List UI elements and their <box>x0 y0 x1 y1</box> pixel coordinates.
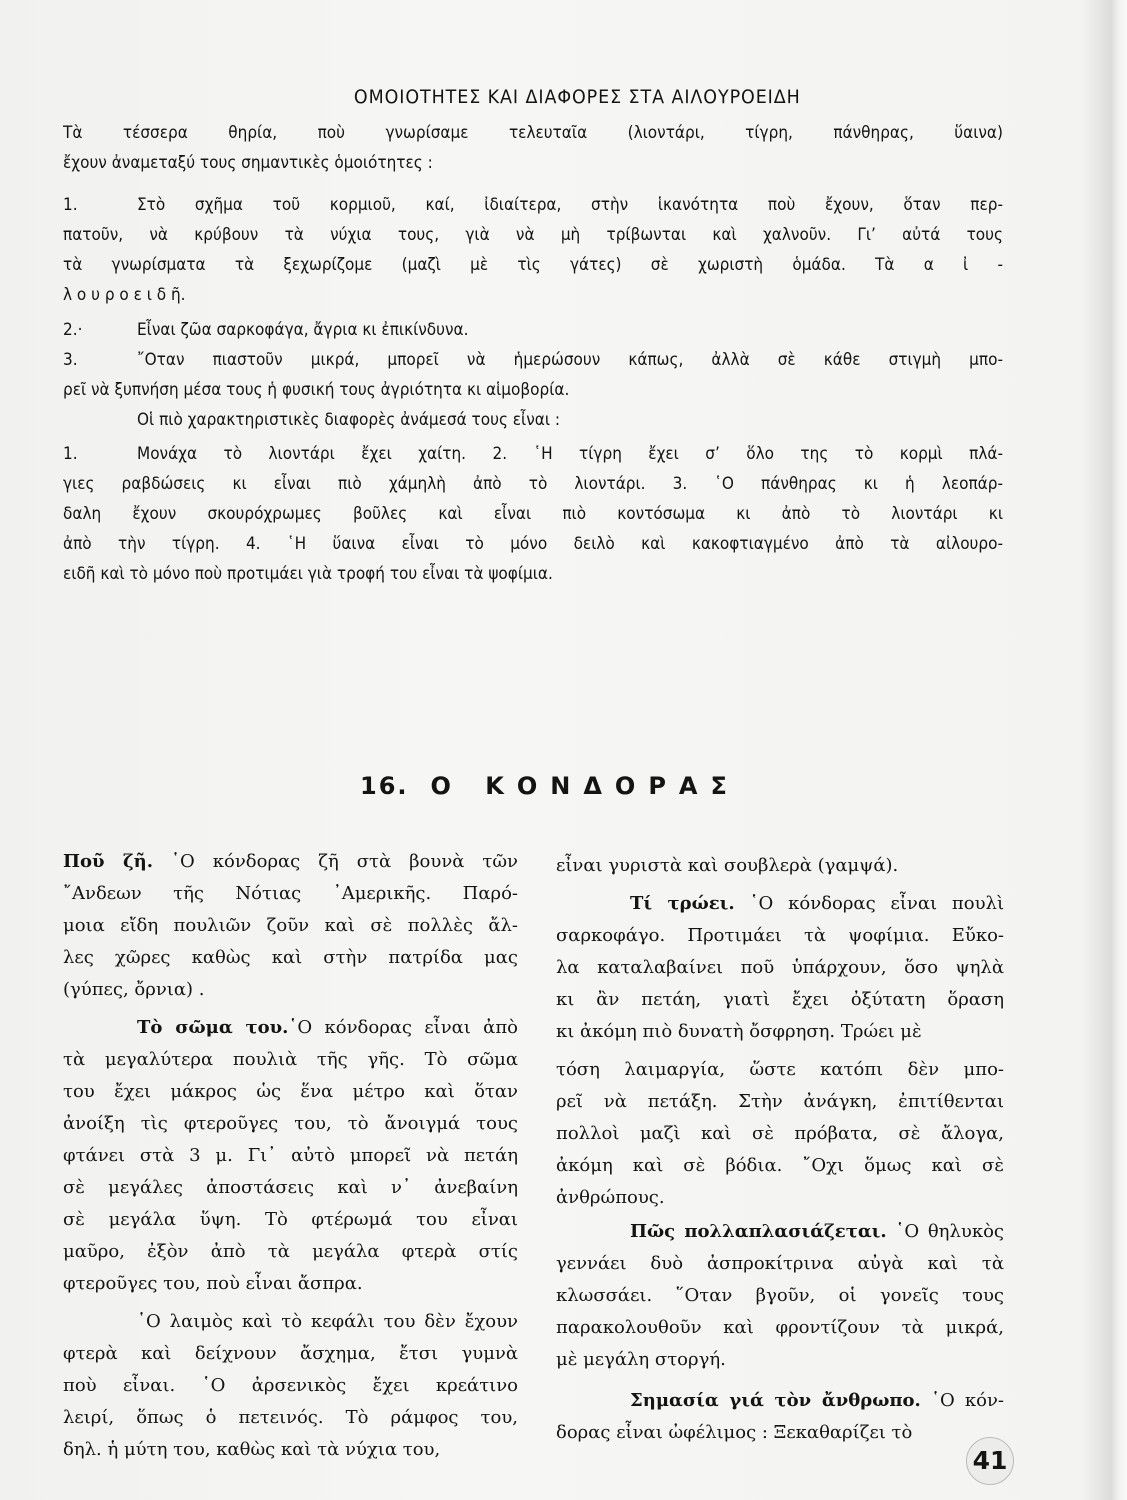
line-text: του ἔχει μάκρος ὡς ἕνα μέτρο καὶ ὅταν <box>63 1081 518 1102</box>
paragraph <box>63 315 1003 345</box>
line-text: σαρκοφάγο. Προτιμάει τὰ ψοφίμια. Εὔκο- <box>556 925 1004 946</box>
line-text: ἔχουν ἀναμεταξύ τους σημαντικὲς ὁμοιότητες : <box>63 153 433 173</box>
line-text: Στὸ σχῆμα τοῦ κορμιοῦ, καί, ἰδιαίτερα, στὴν ἱκανότητα ποὺ ἔχουν, ὅταν περ- <box>137 195 1003 215</box>
text-line <box>63 1140 518 1172</box>
paragraph <box>63 405 1003 435</box>
text-line <box>556 1385 1004 1417</box>
line-text: τόση λαιμαργία, ὥστε κατόπι δὲν μπο- <box>556 1059 1004 1080</box>
text-line <box>63 974 518 1006</box>
line-text: ῾Ο κόνδορας εἶναι ἀπὸ <box>288 1017 518 1038</box>
list-number: 1. <box>63 195 78 215</box>
text-line <box>63 1108 518 1140</box>
text-line <box>556 1248 1004 1280</box>
text-line <box>63 250 1003 280</box>
right-column <box>556 850 1004 1458</box>
line-text: ειδῆ καὶ τὸ μόνο ποὺ προτιμάει γιὰ τροφή του εἶναι τὰ ψοφίμια. <box>63 564 553 584</box>
chapter-title: Ο ΚΟΝΔΟΡΑΣ <box>430 772 740 800</box>
text-line <box>63 559 1003 589</box>
line-text: κι ἂν πετάη, γιατὶ ἔχει ὀξύτατη ὅραση <box>556 989 1004 1010</box>
paragraph <box>556 1054 1004 1214</box>
text-line <box>63 469 1003 499</box>
line-text: ἀπὸ τὴν τίγρη. 4. ῾Η ὕαινα εἶναι τὸ μόνο δειλὸ καὶ κακοφτιαγμένο ἀπὸ τὰ αἰλουρο- <box>63 534 1003 554</box>
paragraph <box>63 846 518 1006</box>
line-text: λα καταλαβαίνει ποῦ ὑπάρχουν, ὅσο ψηλὰ <box>556 957 1004 978</box>
line-text: λ ο υ ρ ο ε ι δ ῆ. <box>63 285 186 305</box>
line-text: ῎Ανδεων τῆς Νότιας ᾿Αμερικῆς. Παρό- <box>63 883 518 904</box>
line-text: γεννάει δυὸ ἀσπροκίτρινα αὐγὰ καὶ τὰ <box>556 1253 1004 1274</box>
line-text: ῾Ο κόν- <box>920 1390 1004 1411</box>
line-text: σὲ μεγάλα ὕψη. Τὸ φτέρωμά του εἶναι <box>63 1209 518 1230</box>
line-text: ἀνθρώπους. <box>556 1187 665 1208</box>
paragraph-lead-heading: Τί τρώει. <box>630 893 735 914</box>
text-line <box>63 846 518 878</box>
text-line <box>63 942 518 974</box>
left-column <box>63 846 518 1472</box>
text-line <box>556 1216 1004 1248</box>
line-text: σὲ μεγάλες ἀποστάσεις καὶ ν᾿ ἀνεβαίνη <box>63 1177 518 1198</box>
line-text: ἀκόμη καὶ σὲ βόδια. ῎Οχι ὅμως καὶ σὲ <box>556 1155 1004 1176</box>
line-text: φτεροῦγες του, ποὺ εἶναι ἄσπρα. <box>63 1273 363 1294</box>
text-line <box>556 952 1004 984</box>
text-line <box>63 1306 518 1338</box>
text-line <box>556 1280 1004 1312</box>
paragraph <box>63 439 1003 589</box>
text-line <box>63 148 1003 178</box>
text-line <box>63 1370 518 1402</box>
text-line <box>63 345 1003 375</box>
line-text: ποὺ εἶναι. ῾Ο ἀρσενικὸς ἔχει κρεάτινο <box>63 1375 518 1396</box>
line-text: ρεῖ νὰ πετάξη. Στὴν ἀνάγκη, ἐπιτίθενται <box>556 1091 1004 1112</box>
line-text: δορας εἶναι ὠφέλιμος : Ξεκαθαρίζει τὸ <box>556 1422 913 1443</box>
list-number: 3. <box>63 350 78 370</box>
text-line <box>63 1434 518 1466</box>
paragraph <box>63 1012 518 1300</box>
text-line <box>63 190 1003 220</box>
text-line <box>63 1268 518 1300</box>
similarities-differences-section <box>63 118 1003 589</box>
line-text: τὰ μεγαλύτερα πουλιὰ τῆς γῆς. Τὸ σῶμα <box>63 1049 518 1070</box>
chapter-heading <box>360 772 740 800</box>
text-line <box>63 405 1003 435</box>
line-text: λειρί, ὅπως ὁ πετεινός. Τὸ ράμφος του, <box>63 1407 518 1428</box>
text-line <box>556 1150 1004 1182</box>
line-text: λες χῶρες καθὼς καὶ στὴν πατρίδα μας <box>63 947 518 968</box>
paragraph-lead-heading: Τὸ σῶμα του. <box>137 1017 289 1038</box>
line-text: ρεῖ νὰ ξυπνήση μέσα τους ἡ φυσική τους ἀγριότητα κι αἱμοβορία. <box>63 380 570 400</box>
text-line <box>556 1054 1004 1086</box>
line-text: πατοῦν, νὰ κρύβουν τὰ νύχια τους, γιὰ νὰ μὴ τρίβωνται καὶ χαλνοῦν. Γι’ αὐτά τους <box>63 225 1003 245</box>
paragraph <box>556 1385 1004 1449</box>
text-line <box>63 910 518 942</box>
text-line <box>556 1417 1004 1449</box>
text-line <box>556 920 1004 952</box>
text-line <box>63 499 1003 529</box>
line-text: ἀνοίξη τὶς φτεροῦγες του, τὸ ἄνοιγμά τους <box>63 1113 518 1134</box>
text-line <box>556 850 1004 882</box>
text-line <box>556 1312 1004 1344</box>
line-text: ῾Ο κόνδορας ζῆ στὰ βουνὰ τῶν <box>153 851 518 872</box>
text-line <box>63 118 1003 148</box>
paragraph <box>556 1216 1004 1376</box>
line-text: ῎Οταν πιαστοῦν μικρά, μπορεῖ νὰ ἡμερώσουν κάπως, ἀλλὰ σὲ κάθε στιγμὴ μπο- <box>137 350 1003 370</box>
text-line <box>63 529 1003 559</box>
text-line <box>63 315 1003 345</box>
text-line <box>63 1044 518 1076</box>
text-line <box>556 984 1004 1016</box>
line-text: παρακολουθοῦν καὶ φροντίζουν τὰ μικρά, <box>556 1317 1004 1338</box>
section-title: ΟΜΟΙΟΤΗΤΕΣ ΚΑΙ ΔΙΑΦΟΡΕΣ ΣΤΑ ΑΙΛΟΥΡΟΕΙΔΗ <box>353 86 801 108</box>
line-text: (γύπες, ὄρνια) . <box>63 979 205 1000</box>
list-number: 2.· <box>63 320 83 340</box>
list-number: 1. <box>63 444 78 464</box>
paragraph <box>63 345 1003 405</box>
line-text: Εἶναι ζῶα σαρκοφάγα, ἄγρια κι ἐπικίνδυνα. <box>137 320 469 340</box>
line-text: ῾Ο κόνδορας εἶναι πουλὶ <box>734 893 1004 914</box>
line-text: δαλη ἔχουν σκουρόχρωμες βοῦλες καὶ εἶναι πιὸ κοντόσωμα κι ἀπὸ τὸ λιοντάρι κι <box>63 504 1003 524</box>
line-text: μαῦρο, ἐξὸν ἀπὸ τὰ μεγάλα φτερὰ στίς <box>63 1241 518 1262</box>
chapter-number: 16. <box>360 772 409 800</box>
line-text: μὲ μεγάλη στοργή. <box>556 1349 726 1370</box>
text-line <box>556 1086 1004 1118</box>
line-text: δηλ. ἡ μύτη του, καθὼς καὶ τὰ νύχια του, <box>63 1439 441 1460</box>
paragraph <box>63 1306 518 1466</box>
line-text: κλωσσάει. ῞Οταν βγοῦν, οἱ γονεῖς τους <box>556 1285 1004 1306</box>
text-line <box>63 220 1003 250</box>
text-line <box>556 1016 1004 1048</box>
text-line <box>556 1344 1004 1376</box>
line-text: γιες ραβδώσεις κι εἶναι πιὸ χάμηλὴ ἀπὸ τὸ λιοντάρι. 3. ῾Ο πάνθηρας κι ἡ λεοπάρ- <box>63 474 1003 494</box>
line-text: ῾Ο θηλυκὸς <box>886 1221 1004 1242</box>
text-line <box>63 878 518 910</box>
page-number: 41 <box>966 1437 1014 1485</box>
text-line <box>63 280 1003 310</box>
paragraph-lead-heading: Σημασία γιά τὸν ἄνθρωπο. <box>630 1390 921 1411</box>
line-text: πολλοὶ μαζὶ καὶ σὲ πρόβατα, σὲ ἄλογα, <box>556 1123 1004 1144</box>
text-line <box>63 1402 518 1434</box>
text-line <box>63 1172 518 1204</box>
paragraph <box>556 888 1004 1048</box>
line-text: ῾Ο λαιμὸς καὶ τὸ κεφάλι του δὲν ἔχουν <box>137 1311 518 1332</box>
paragraph-lead-heading: Πῶς πολλαπλασιάζεται. <box>630 1221 887 1242</box>
line-text: τὰ γνωρίσματα τὰ ξεχωρίζομε (μαζὶ μὲ τὶς γάτες) σὲ χωριστὴ ὁμάδα. Τὰ α ἰ - <box>63 255 1003 275</box>
line-text: φτερὰ καὶ δείχνουν ἄσχημα, ἔτσι γυμνὰ <box>63 1343 518 1364</box>
text-line <box>63 1338 518 1370</box>
text-line <box>63 1236 518 1268</box>
paragraph-lead-heading: Ποῦ ζῆ. <box>63 851 154 872</box>
text-line <box>556 1182 1004 1214</box>
line-text: φτάνει στὰ 3 μ. Γι᾿ αὐτὸ μπορεῖ νὰ πετάη <box>63 1145 518 1166</box>
text-line <box>556 1118 1004 1150</box>
line-text: μοια εἴδη πουλιῶν ζοῦν καὶ σὲ πολλὲς ἄλ- <box>63 915 518 936</box>
text-line <box>63 1204 518 1236</box>
paragraph <box>556 850 1004 882</box>
line-text: Μονάχα τὸ λιοντάρι ἔχει χαίτη. 2. ῾Η τίγρη ἔχει σ’ ὅλο της τὸ κορμὶ πλά- <box>137 444 1003 464</box>
paragraph <box>63 118 1003 178</box>
text-line <box>556 888 1004 920</box>
paragraph <box>63 190 1003 310</box>
line-text: Τὰ τέσσερα θηρία, ποὺ γνωρίσαμε τελευταῖα (λιοντάρι, τίγρη, πάνθηρας, ὕαινα) <box>63 123 1003 143</box>
text-line <box>63 439 1003 469</box>
text-line <box>63 1076 518 1108</box>
text-line <box>63 1012 518 1044</box>
line-text: εἶναι γυριστὰ καὶ σουβλερὰ (γαμψά). <box>556 855 899 876</box>
line-text: Οἱ πιὸ χαρακτηριστικὲς διαφορὲς ἀνάμεσά τους εἶναι : <box>137 410 561 430</box>
line-text: κι ἀκόμη πιὸ δυνατὴ ὄσφρηση. Τρώει μὲ <box>556 1021 922 1042</box>
text-line <box>63 375 1003 405</box>
